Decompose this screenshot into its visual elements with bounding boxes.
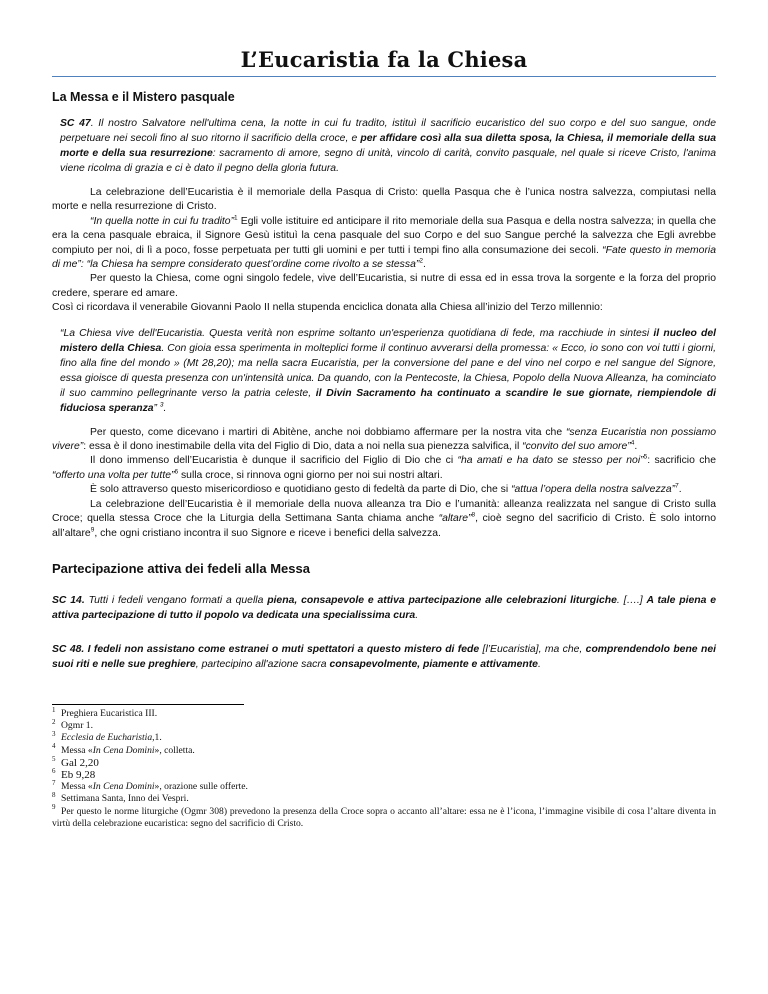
quote-sc47: SC 47. Il nostro Salvatore nell'ultima cena, la notte in cui fu tradito, istituì il sacrificio eucaristico del suo corpo e del suo sangue, onde perpetuare nei secoli fino al suo ritorno il sacrificio della croce, e per affidare così alla sua diletta sposa, la Chiesa, il memoriale della sua morte e della sua resurrezione: sacramento di amore, segno di unità, vincolo di carità, convito pasquale, nel quale si riceve Cristo, l'anima viene ricolma di grazia e ci è dato il pegno della gloria futura.	[60, 118, 717, 174]
document-title: L’Eucaristia fa la Chiesa	[52, 0, 716, 77]
paragraph-6: Il dono immenso dell’Eucaristia è dunque il sacrificio del Figlio di Dio che ci “ha amati e ha dato se stesso per noi”$^5$: sacrificio che “offerto una volta per tutte”$^6$ sulla croce, si rinnova ogni giorno per noi sui nostri altari.	[52, 454, 716, 481]
paragraph-4: Così ci ricordava il venerabile Giovanni Paolo II nella stupenda enciclica donata alla Chiesa all’inizio del Terzo millennio:	[52, 302, 603, 314]
footnote-ref-2: 2	[419, 257, 423, 265]
footnote-9: 9 Per questo le norme liturgiche (Ogmr 308) prevedono la presenza della Croce sopra o accanto all’altare: essa ne è l’icona, l’immagine visibile di cosa l’altare diventa in virtù della celebrazione eucaristica: segno del sacrificio di Cristo.	[52, 803, 716, 829]
quote-sc47-ref: SC 47	[60, 118, 91, 129]
footnote-ref-4: 4	[630, 439, 635, 447]
footnote-ref-6: 6	[174, 468, 179, 476]
footnote-6: 6 Eb 9,28	[52, 767, 96, 781]
paragraph-1: La celebrazione dell’Eucaristia è il memoriale della Pasqua di Cristo: quella Pasqua che è l’unica nostra salvezza, compiutasi nella morte e nella resurrezione di Cristo.	[52, 187, 716, 213]
footnote-5: 5 Gal 2,20	[52, 755, 99, 769]
footnote-ref-8: 8	[471, 511, 476, 519]
footnote-ref-3: 3	[159, 401, 164, 409]
paragraph-5: Per questo, come dicevano i martiri di Abitène, anche noi dobbiamo affermare per la nostra vita che “senza Eucaristia non possiamo vivere”: essa è il dono inestimabile della vita del Figlio di Dio, data a noi nella sua pienezza salvifica, il “convito del suo amore”$^4$.	[52, 426, 716, 453]
footnote-ref-7: 7	[675, 482, 679, 490]
quote-sc48: SC 48. I fedeli non assistano come estranei o muti spettatori a questo mistero di fede [l’Eucaristia], ma che, comprendendolo bene nei suoi riti e nelle sue preghiere, partecipino all'azione sacra consapevolmente, piamente e attivamente.	[52, 643, 716, 670]
paragraph-3: Per questo la Chiesa, come ogni singolo fedele, vive dell’Eucaristia, si nutre di essa ed in essa trova la sorgente e la forza del proprio credere, sperare ed amare.	[52, 273, 716, 299]
paragraph-8: La celebrazione dell’Eucaristia è il memoriale della nuova alleanza tra Dio e l’umanità: alleanza realizzata nel sangue di Cristo sulla Croce; quella stessa Croce che la Liturgia della Settimana Santa chiama anche “altare”$^8$, cioè segno del sacrificio di Cristo. È solo intorno all’altare$^9$, che ogni cristiano incontra il suo Signore e riceve i benefici della salvezza.	[52, 498, 716, 539]
paragraph-7: È solo attraverso questo misericordioso e quotidiano gesto di fedeltà da parte di Dio, che si “attua l’opera della nostra salvezza”$^7$.	[90, 482, 682, 496]
footnote-2: 2 Ogmr 1.	[52, 717, 93, 732]
footnote-1: 1 Preghiera Eucaristica III.	[52, 705, 158, 719]
footnote-3: 3 Ecclesia de Eucharistia,1.	[52, 730, 162, 744]
quote-ecclesia: “La Chiesa vive dell'Eucaristia. Questa verità non esprime soltanto un'esperienza quotidiana di fede, ma racchiude in sintesi il nucleo del mistero della Chiesa. Con gioia essa sperimenta in molteplici forme il continuo avverarsi della promessa: « Ecco, io sono con voi tutti i giorni, fino alla fine del mondo » (Mt 28,20); ma nella sacra Eucaristia, per la conversione del pane e del vino nel corpo e nel sangue del Signore, essa gioisce di questa presenza con un'intensità unica. Da quando, con la Pentecoste, la Chiesa, Popolo della Nuova Alleanza, ha cominciato il suo cammino pellegrinante verso la patria celeste, il Divin Sacramento ha continuato a scandire le sue giornate, riempiendole di fiduciosa speranza” $^3$.	[60, 327, 717, 414]
footnotes	[52, 705, 716, 830]
section-heading-messa: La Messa e il Mistero pasquale	[52, 90, 235, 104]
footnote-ref-5: 5	[643, 454, 648, 461]
paragraph-2: “In quella notte in cui fu tradito”$^1$ Egli volle istituire ed anticipare il rito memoriale della sua Pasqua e della nostra salvezza; in quella che era la cena pasquale ebraica, il Signore Gesù istituì la cena pasquale del suo Corpo e del suo Sangue perché la salvezza che Egli avrebbe compiuto per noi, di lì a poco, fosse perpetuata per tutti gli uomini e per tutti i tempi fino alla consumazione dei secoli. “Fate questo in memoria di me”: “la Chiesa ha sempre considerato quest’ordine come rivolto a se stessa”$^2$.	[52, 214, 716, 271]
section-heading-partecipazione: Partecipazione attiva dei fedeli alla Messa	[52, 560, 310, 576]
footnote-separator	[52, 704, 244, 705]
footnote-7: 7 Messa «In Cena Domini», orazione sulle offerte.	[52, 778, 248, 793]
footnote-4: 4 Messa «In Cena Domini», colletta.	[52, 742, 195, 756]
footnote-8: 8 Settimana Santa, Inno dei Vespri.	[52, 791, 189, 805]
quote-sc14: SC 14. Tutti i fedeli vengano formati a quella piena, consapevole e attiva partecipazione alle celebrazioni liturgiche. [….] A tale piena e attiva partecipazione di tutto il popolo va dedicata una specialissima cura.	[52, 594, 716, 621]
footnote-ref-1: 1	[234, 214, 238, 222]
footnote-ref-9: 9	[90, 526, 95, 534]
